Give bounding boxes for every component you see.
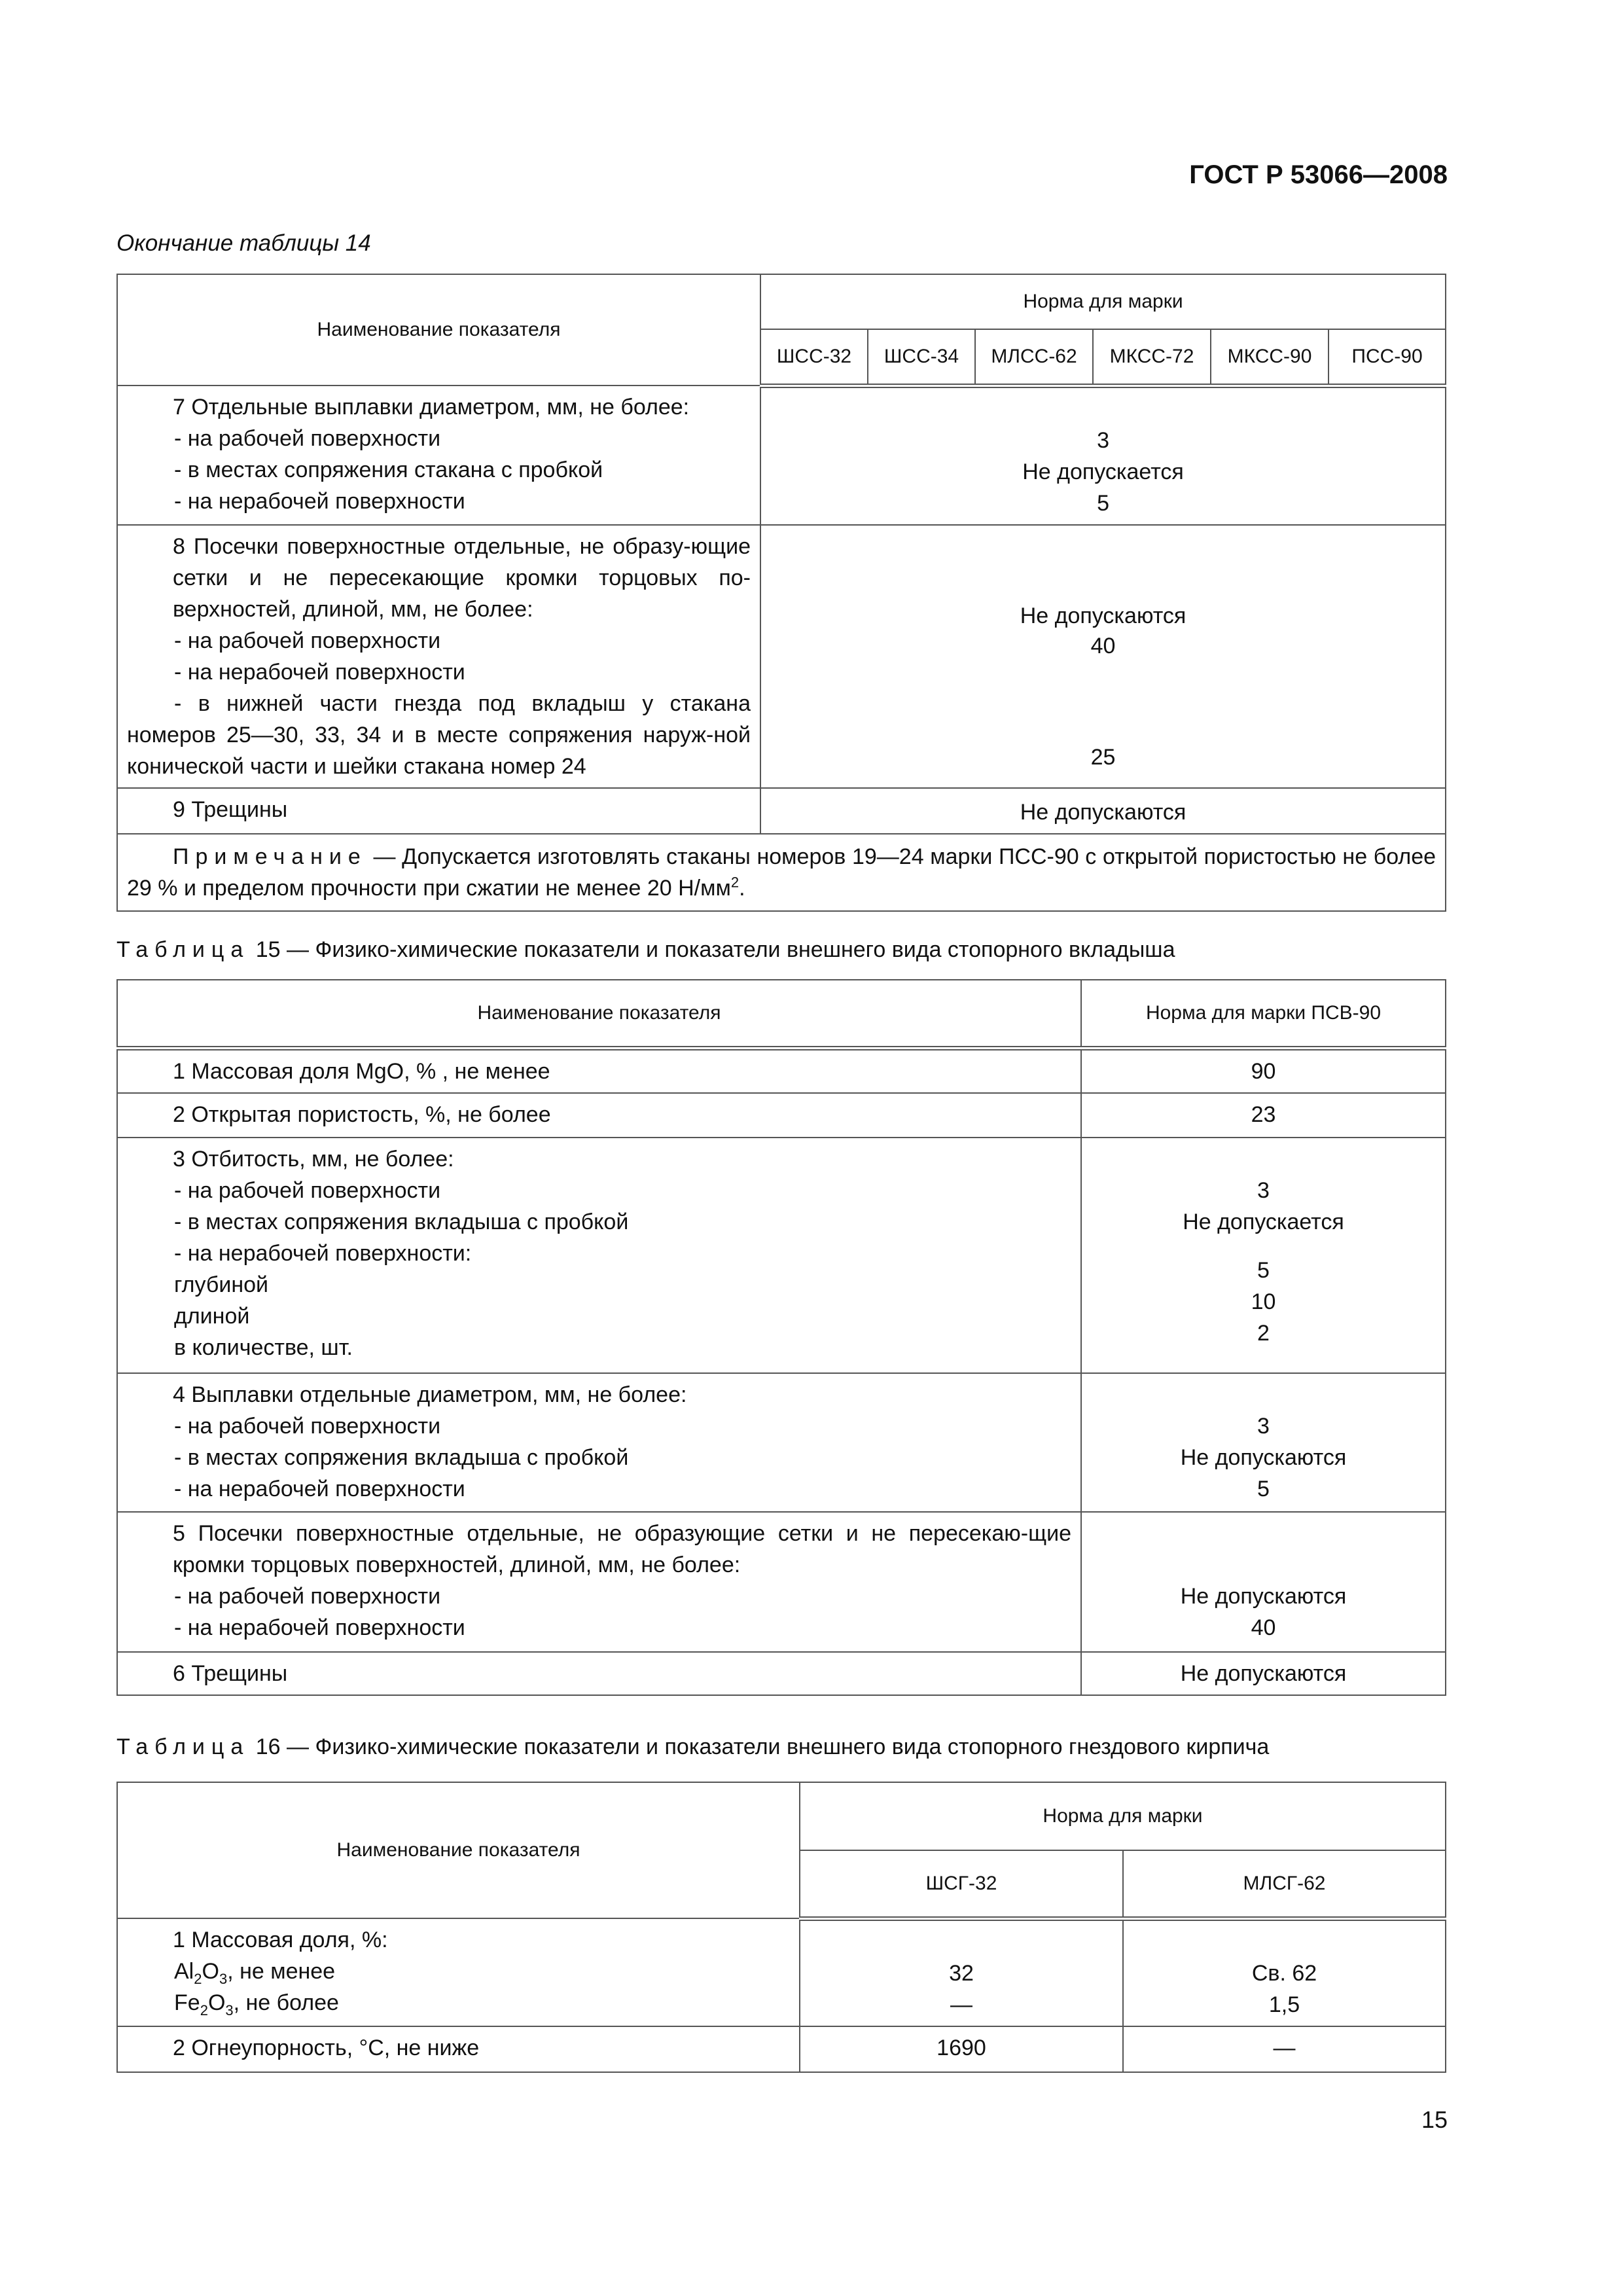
t14-row7-value: 3 <box>1097 427 1109 453</box>
t14-brand-mkss90: МКСС-90 <box>1211 329 1329 386</box>
t16-row1-shsg-value: — <box>950 1992 972 2017</box>
table-16 <box>116 1782 1446 2073</box>
t15-row5-title: 5 Посечки поверхностные отдельные, не образующие сетки и не пересекаю-щие кромки торцовых поверхностей, длиной, мм, не более: <box>173 1520 1071 1577</box>
t16-caption-label: Таблица <box>116 1734 250 1759</box>
t14-row7-value: 5 <box>1097 490 1109 516</box>
t15-row6-title: 6 Трещины <box>173 1660 288 1686</box>
t15-row4-value: 5 <box>1257 1476 1270 1501</box>
t15-row2-title: 2 Открытая пористость, %, не более <box>173 1102 551 1127</box>
t16-row1-shsg-value: 32 <box>949 1960 974 1986</box>
t14-row8-title: 8 Посечки поверхностные отдельные, не образу-ющие сетки и не пересекающие кромки торцовых по-верхностей, длиной, мм, не более: <box>173 533 751 622</box>
t15-row2-value: 23 <box>1251 1102 1276 1127</box>
t16-row1-mlsg-value: 1,5 <box>1268 1992 1300 2017</box>
table-row <box>117 1918 1446 2026</box>
t14-col-name: Наименование показателя <box>117 274 760 386</box>
t15-row6-value: Не допускаются <box>1180 1660 1347 1686</box>
t15-row3-value: 3 <box>1257 1177 1270 1203</box>
t14-row8-item: - в нижней части гнезда под вкладыш у стакана номеров 25—30, 33, 34 и в месте сопряжения наруж-ной конической части и шейки стакана номер 24 <box>127 691 751 779</box>
t14-brand-mkss72: МКСС-72 <box>1093 329 1211 386</box>
t14-brand-pss90: ПСС-90 <box>1329 329 1446 386</box>
table14-caption: Окончание таблицы 14 <box>116 230 371 256</box>
standard-number: ГОСТ Р 53066—2008 <box>1189 160 1448 189</box>
t15-row5-item: - на нерабочей поверхности <box>174 1615 465 1640</box>
t14-brand-shss32: ШСС-32 <box>760 329 868 386</box>
t15-col-name: Наименование показателя <box>117 980 1081 1048</box>
t15-row3-value: Не допускается <box>1183 1209 1344 1234</box>
table15-caption <box>116 937 1175 963</box>
t14-note-sup: 2 <box>730 874 740 891</box>
table-row <box>117 525 1446 788</box>
t15-row5-value: Не допускаются <box>1180 1583 1347 1609</box>
t15-row3-item: глубиной <box>174 1272 269 1297</box>
t14-row8-item: - на нерабочей поверхности <box>174 659 465 685</box>
t14-note <box>117 834 1446 911</box>
t16-brand-mlsg62: МЛСГ-62 <box>1123 1850 1446 1918</box>
table-row <box>117 386 1446 525</box>
t14-row7-value: Не допускается <box>1022 459 1184 484</box>
t16-row1-title: 1 Массовая доля, %: <box>173 1928 388 1952</box>
t15-row3-value: 2 <box>1257 1320 1270 1346</box>
t15-row3-value: 10 <box>1251 1289 1276 1314</box>
t15-row4-value: 3 <box>1257 1413 1270 1439</box>
table16-caption <box>116 1734 1269 1760</box>
table-row <box>117 1093 1446 1138</box>
t15-row4-item: - на нерабочей поверхности <box>174 1476 465 1501</box>
t16-norm-header: Норма для марки <box>800 1782 1446 1850</box>
t14-row7-title: 7 Отдельные выплавки диаметром, мм, не более: <box>173 395 690 420</box>
table-15 <box>116 979 1446 1696</box>
t14-note-label: Примечание <box>173 844 367 869</box>
table-row <box>117 1652 1446 1695</box>
t15-row1-value: 90 <box>1251 1058 1276 1084</box>
table-row <box>117 1048 1446 1093</box>
t15-row4-item: - в местах сопряжения вкладыша с пробкой <box>174 1444 629 1470</box>
t16-caption-text: 16 — Физико-химические показатели и показатели внешнего вида стопорного гнездового кирпича <box>255 1734 1270 1759</box>
t15-row1-title: 1 Массовая доля MgO, % , не менее <box>173 1058 550 1084</box>
t16-brand-shsg32: ШСГ-32 <box>800 1850 1123 1918</box>
t16-row2-shsg-value: 1690 <box>936 2035 986 2060</box>
t16-row1-al2o3: $Al_2O_3$, не менее <box>174 1959 336 1987</box>
t14-row7-item: - на нерабочей поверхности <box>174 489 465 514</box>
t15-row3-item: - на рабочей поверхности <box>174 1177 441 1203</box>
t14-brand-shss34: ШСС-34 <box>868 329 975 386</box>
t15-row3-item: длиной <box>174 1303 250 1329</box>
t15-row3-item: - на нерабочей поверхности: <box>174 1240 472 1266</box>
t16-row1-mlsg-value: Св. 62 <box>1251 1960 1317 1986</box>
t15-row4-item: - на рабочей поверхности <box>174 1413 441 1439</box>
table-row <box>117 2026 1446 2072</box>
t14-note-text: — Допускается изготовлять стаканы номеров 19—24 марки ПСС-90 с открытой пористостью не более 29 % и пределом прочности при сжатии не менее 20 Н/мм <box>127 844 1436 901</box>
table-row <box>117 1512 1446 1652</box>
table-row <box>117 834 1446 911</box>
t14-row9-value: Не допускаются <box>1020 799 1186 825</box>
t14-row8-item: - на рабочей поверхности <box>174 628 441 653</box>
table-row <box>117 1138 1446 1373</box>
t14-note-end: . <box>739 875 745 901</box>
t15-row3-title: 3 Отбитость, мм, не более: <box>173 1146 454 1172</box>
t14-norm-header: Норма для марки <box>760 274 1446 329</box>
page-number: 15 <box>1421 2106 1448 2133</box>
t15-row5-item: - на рабочей поверхности <box>174 1583 441 1609</box>
t16-row1-fe2o3: $Fe_2O_3$, не более <box>174 1990 339 2018</box>
t16-row2-mlsg-value: — <box>1273 2035 1296 2060</box>
t14-row7-item: - на рабочей поверхности <box>174 426 441 451</box>
t14-row8-value: Не допускаются <box>1020 603 1186 628</box>
t15-row4-title: 4 Выплавки отдельные диаметром, мм, не более: <box>173 1382 687 1407</box>
t16-col-name: Наименование показателя <box>117 1782 800 1918</box>
table-row <box>117 788 1446 834</box>
t15-row5-value: 40 <box>1251 1615 1276 1640</box>
t14-brand-mlss62: МЛСС-62 <box>975 329 1093 386</box>
table-row <box>117 1373 1446 1512</box>
table-14 <box>116 274 1446 912</box>
t14-row8-value: 25 <box>1090 744 1116 770</box>
t15-row4-value: Не допускаются <box>1180 1444 1347 1470</box>
t14-row8-value: 40 <box>1090 633 1116 658</box>
t15-row3-item: в количестве, шт. <box>174 1335 353 1360</box>
t15-caption-text: 15 — Физико-химические показатели и показатели внешнего вида стопорного вкладыша <box>255 937 1175 962</box>
t15-col-norm: Норма для марки ПСВ-90 <box>1081 980 1446 1048</box>
t14-row7-item: - в местах сопряжения стакана с пробкой <box>174 457 603 482</box>
t15-row3-value: 5 <box>1257 1257 1270 1283</box>
t15-row3-item: - в местах сопряжения вкладыша с пробкой <box>174 1209 629 1234</box>
t16-row2-title: 2 Огнеупорность, °С, не ниже <box>173 2035 480 2060</box>
t14-row9-title: 9 Трещины <box>173 797 288 822</box>
t15-caption-label: Таблица <box>116 937 250 962</box>
